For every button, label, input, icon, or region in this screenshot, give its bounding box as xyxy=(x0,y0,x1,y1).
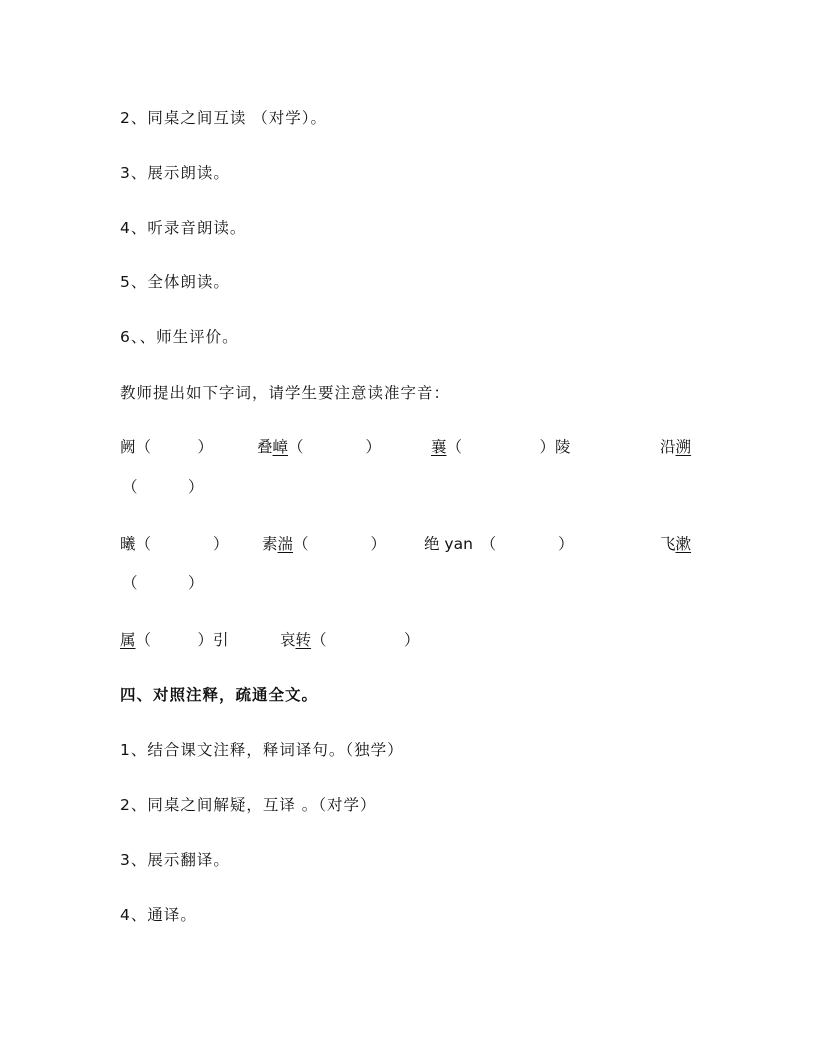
vocab-row-1 xyxy=(120,436,696,458)
vocab-row-2 xyxy=(120,533,696,555)
section-4-heading: 四、对照注释，疏通全文。 xyxy=(120,686,319,704)
section-4-item: 4、通译。 xyxy=(120,906,197,924)
section-4-item: 1、结合课文注释，释词译句。（独学） xyxy=(120,741,404,759)
vocab-xiangling: 襄（ ）陵 xyxy=(431,438,571,456)
step-2-line: 2、同桌之间互读 （对学）。 xyxy=(120,109,328,127)
vocab-jueyan: 绝 yan （ ） xyxy=(424,535,574,553)
vocab-row-1-continuation: （ ） xyxy=(122,478,205,496)
section-4-item: 3、展示翻译。 xyxy=(120,851,230,869)
step-5-line: 5、全体朗读。 xyxy=(120,273,230,291)
vocab-que: 阙（ ） xyxy=(120,438,214,456)
step-4-line: 4、听录音朗读。 xyxy=(120,219,247,237)
vocab-zhuyin: 属（ ）引 xyxy=(120,631,229,649)
vocab-xi: 曦（ ） xyxy=(120,535,229,553)
section-4-item: 2、同桌之间解疑，互译 。（对学） xyxy=(120,796,377,814)
vocab-diezhang: 叠嶂（ ） xyxy=(257,438,382,456)
vocab-feishu: 飞漱 xyxy=(660,535,692,553)
step-3-line: 3、展示朗读。 xyxy=(120,164,230,182)
vocab-row-3 xyxy=(120,629,696,651)
step-6-line: 6、、师生评价。 xyxy=(120,328,239,346)
vocab-row-2-continuation: （ ） xyxy=(122,574,205,592)
vocab-aizhuan: 哀转（ ） xyxy=(280,631,420,649)
vocab-sutuan: 素湍（ ） xyxy=(262,535,387,553)
vocab-yansu: 沿溯 xyxy=(660,438,692,456)
vocab-instruction: 教师提出如下字词，请学生要注意读准字音： xyxy=(120,384,451,402)
